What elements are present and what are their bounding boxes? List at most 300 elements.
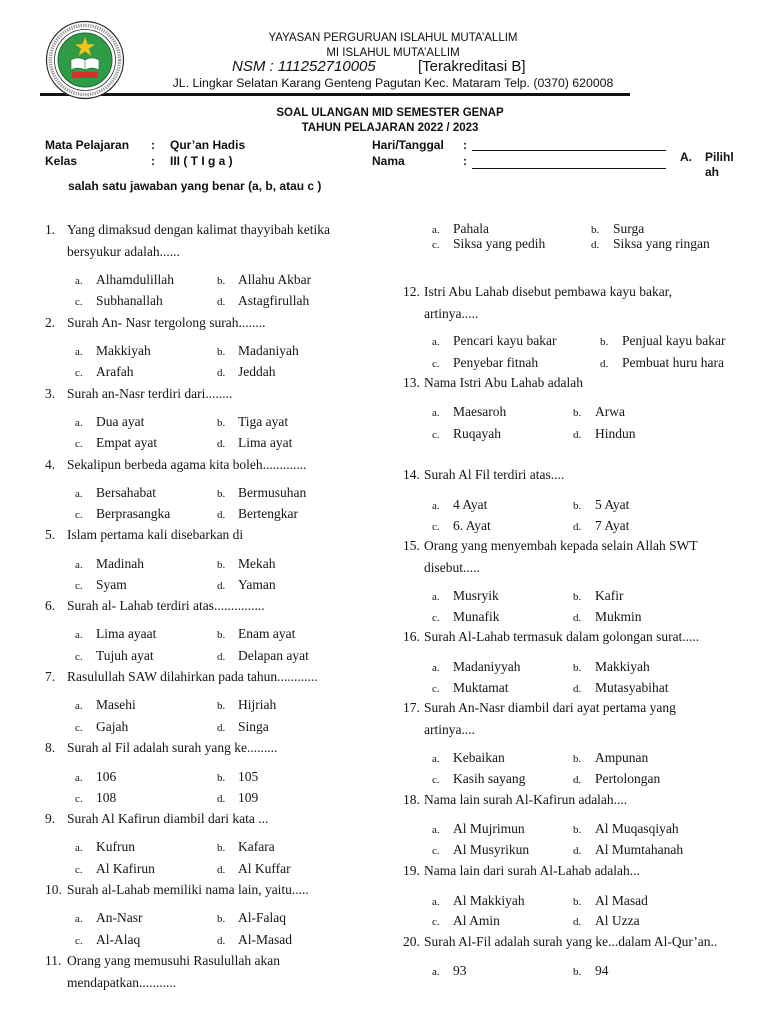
date-label: Hari/Tanggal (372, 138, 444, 152)
question-12-number: 12. (403, 284, 420, 299)
question-2-option-d-text: Jeddah (238, 364, 276, 379)
question-17-option-b-letter: b. (573, 753, 582, 765)
question-5-option-b-text: Mekah (238, 556, 276, 571)
question-16 (403, 626, 699, 648)
question-15-option-c (432, 607, 500, 628)
question-14-option-c-text: 6. Ayat (453, 518, 491, 533)
school-nsm: NSM : 111252710005 (232, 58, 376, 75)
question-9-option-b-letter: b. (217, 842, 226, 854)
question-6-option-b-letter: b. (217, 629, 226, 641)
question-20 (403, 931, 717, 953)
header-divider (40, 93, 630, 96)
question-9-option-a-letter: a. (75, 842, 83, 854)
question-2-option-b-text: Madaniyah (238, 343, 299, 358)
question-3-option-b-letter: b. (217, 417, 226, 429)
question-18-option-c-letter: c. (432, 845, 440, 857)
question-15-option-d-text: Mukmin (595, 609, 642, 624)
question-14-option-a (432, 495, 487, 516)
question-10-option-a-letter: a. (75, 913, 83, 925)
question-1-text: Yang dimaksud dengan kalimat thayyibah ketika bersyukur adalah...... (67, 222, 330, 259)
question-6-option-d-text: Delapan ayat (238, 648, 309, 663)
question-8-option-d (217, 788, 258, 809)
question-12 (403, 281, 714, 325)
question-14-option-c (432, 516, 491, 537)
question-10-option-a (75, 908, 143, 929)
question-18 (403, 789, 627, 811)
question-1-option-a-letter: a. (75, 275, 83, 287)
question-19-option-b-text: Al Masad (595, 893, 648, 908)
question-3-option-d-letter: d. (217, 438, 226, 450)
question-18-option-c-text: Al Musyrikun (453, 842, 530, 857)
question-19-text: Nama lain dari surah Al-Lahab adalah... (424, 863, 640, 878)
question-9-option-d (217, 859, 291, 880)
question-1-option-d (217, 291, 309, 312)
question-13-option-b (573, 402, 625, 423)
question-19-option-a-letter: a. (432, 896, 440, 908)
question-18-option-a-letter: a. (432, 824, 440, 836)
question-17-option-a (432, 748, 505, 769)
question-18-option-d (573, 840, 683, 861)
question-11-option-a-letter: a. (432, 224, 440, 236)
question-1-option-d-text: Astagfirullah (238, 293, 310, 308)
question-19-option-a-text: Al Makkiyah (453, 893, 525, 908)
question-16-option-d-text: Mutasyabihat (595, 680, 669, 695)
question-3-option-c-text: Empat ayat (96, 435, 158, 450)
question-19-option-d-text: Al Uzza (595, 913, 640, 928)
question-3-option-b-text: Tiga ayat (238, 414, 289, 429)
question-17-option-d-text: Pertolongan (595, 771, 661, 786)
question-8-option-d-text: 109 (238, 790, 259, 805)
question-19-option-c-text: Al Amin (453, 913, 500, 928)
question-11-option-d (591, 234, 710, 255)
question-14-option-d-text: 7 Ayat (595, 518, 630, 533)
question-8-option-d-letter: d. (217, 793, 226, 805)
question-9-option-a (75, 837, 135, 858)
question-3-option-a-text: Dua ayat (96, 414, 145, 429)
question-14-text: Surah Al Fil terdiri atas.... (424, 467, 565, 482)
question-16-option-d-letter: d. (573, 683, 582, 695)
question-16-option-a (432, 657, 520, 678)
question-16-option-b (573, 657, 650, 678)
question-4-option-b-letter: b. (217, 488, 226, 500)
question-7-option-a-letter: a. (75, 700, 83, 712)
question-1-option-b-letter: b. (217, 275, 226, 287)
question-2-option-b (217, 341, 299, 362)
question-5-option-c-letter: c. (75, 580, 83, 592)
question-4-option-c-letter: c. (75, 509, 83, 521)
question-3-text: Surah an-Nasr terdiri dari........ (67, 386, 233, 401)
question-19-option-c (432, 911, 500, 932)
question-4-option-b (217, 483, 306, 504)
question-2-option-a (75, 341, 151, 362)
question-2-option-a-text: Makkiyah (96, 343, 151, 358)
instruction-text: salah satu jawaban yang benar (a, b, atau c ) (68, 179, 322, 193)
question-11-option-b-text: Surga (613, 221, 645, 236)
academic-year: TAHUN PELAJARAN 2022 / 2023 (301, 122, 479, 134)
question-5-option-b-letter: b. (217, 559, 226, 571)
question-6-option-b (217, 624, 295, 645)
question-7-option-d-letter: d. (217, 722, 226, 734)
question-18-option-b-letter: b. (573, 824, 582, 836)
question-6-option-a-letter: a. (75, 629, 83, 641)
question-1-option-c-letter: c. (75, 296, 83, 308)
date-colon: : (463, 138, 467, 152)
question-8 (45, 737, 277, 759)
question-20-option-b (573, 961, 609, 982)
question-5 (45, 524, 243, 546)
question-16-text: Surah Al-Lahab termasuk dalam golongan surat..... (424, 629, 700, 644)
question-15-text: Orang yang menyembah kepada selain Allah SWT disebut..... (424, 538, 698, 575)
question-17-option-b-text: Ampunan (595, 750, 649, 765)
question-13-text: Nama Istri Abu Lahab adalah (424, 375, 583, 390)
question-13-option-d-text: Hindun (595, 426, 636, 441)
question-5-option-d-letter: d. (217, 580, 226, 592)
subject-value: Qur’an Hadis (170, 138, 246, 152)
question-19-option-c-letter: c. (432, 916, 440, 928)
class-colon: : (151, 154, 155, 168)
question-10-option-c (75, 930, 140, 951)
question-20-option-b-text: 94 (595, 963, 609, 978)
question-11-option-d-text: Siksa yang ringan (613, 236, 710, 251)
question-10-text: Surah al-Lahab memiliki nama lain, yaitu..... (67, 882, 309, 897)
question-12-option-d-text: Pembuat huru hara (622, 355, 724, 370)
question-10-option-b-letter: b. (217, 913, 226, 925)
question-12-option-b (600, 331, 725, 352)
instruction-word-part1: Pilihl (705, 150, 734, 164)
question-10-option-c-letter: c. (75, 935, 83, 947)
question-17-option-b (573, 748, 648, 769)
school-logo (45, 20, 125, 100)
question-15-option-d-letter: d. (573, 612, 582, 624)
question-1-number: 1. (45, 222, 56, 237)
question-15-option-c-text: Munafik (453, 609, 500, 624)
question-10-option-b (217, 908, 286, 929)
question-4-text: Sekalipun berbeda agama kita boleh............. (67, 457, 307, 472)
question-16-option-a-text: Madaniyyah (453, 659, 521, 674)
question-3-option-d-text: Lima ayat (238, 435, 293, 450)
question-2-number: 2. (45, 315, 56, 330)
question-12-option-a-letter: a. (432, 336, 440, 348)
question-17-option-a-text: Kebaikan (453, 750, 505, 765)
question-11-option-c-text: Siksa yang pedih (453, 236, 546, 251)
question-8-option-b (217, 767, 258, 788)
question-9-option-b (217, 837, 275, 858)
question-4-option-c-text: Berprasangka (96, 506, 171, 521)
question-2-option-d (217, 362, 276, 383)
question-4-option-a (75, 483, 156, 504)
question-10-option-d (217, 930, 292, 951)
question-6-option-d-letter: d. (217, 651, 226, 663)
question-2-option-b-letter: b. (217, 346, 226, 358)
question-7-option-b-letter: b. (217, 700, 226, 712)
question-1-option-b-text: Allahu Akbar (238, 272, 312, 287)
question-13-number: 13. (403, 375, 420, 390)
question-13-option-d-letter: d. (573, 429, 582, 441)
question-20-option-a-text: 93 (453, 963, 467, 978)
question-17-option-d-letter: d. (573, 774, 582, 786)
question-4 (45, 454, 307, 476)
question-9-text: Surah Al Kafirun diambil dari kata ... (67, 811, 269, 826)
question-16-option-d (573, 678, 669, 699)
question-14-option-b (573, 495, 629, 516)
question-7-option-a-text: Masehi (96, 697, 136, 712)
question-4-option-b-text: Bermusuhan (238, 485, 307, 500)
question-18-option-a (432, 819, 525, 840)
question-5-option-c-text: Syam (96, 577, 127, 592)
question-14-option-c-letter: c. (432, 521, 440, 533)
question-9-option-c-text: Al Kafirun (96, 861, 155, 876)
question-9-option-a-text: Kufrun (96, 839, 135, 854)
question-12-option-c-text: Penyebar fitnah (453, 355, 539, 370)
question-8-option-a (75, 767, 116, 788)
question-1-option-b (217, 270, 311, 291)
question-12-option-c (432, 353, 538, 374)
question-15-number: 15. (403, 538, 420, 553)
question-2-option-a-letter: a. (75, 346, 83, 358)
question-5-option-c (75, 575, 127, 596)
question-10-option-a-text: An-Nasr (96, 910, 143, 925)
question-20-option-a (432, 961, 467, 982)
question-6-number: 6. (45, 598, 56, 613)
instruction-word-part2: ah (705, 165, 720, 179)
question-3-option-c-letter: c. (75, 438, 83, 450)
question-15-option-d (573, 607, 642, 628)
question-1-option-a-text: Alhamdulillah (96, 272, 174, 287)
question-18-option-d-letter: d. (573, 845, 582, 857)
question-16-option-b-letter: b. (573, 662, 582, 674)
question-15-option-b-text: Kafir (595, 588, 624, 603)
question-7-option-c (75, 717, 128, 738)
question-7-option-b (217, 695, 276, 716)
question-5-number: 5. (45, 527, 56, 542)
question-13-option-b-text: Arwa (595, 404, 625, 419)
question-1-option-c (75, 291, 163, 312)
question-13-option-b-letter: b. (573, 407, 582, 419)
question-6-option-c (75, 646, 154, 667)
question-13-option-a-text: Maesaroh (453, 404, 507, 419)
question-7-number: 7. (45, 669, 56, 684)
question-3-number: 3. (45, 386, 56, 401)
question-14 (403, 464, 564, 486)
question-5-option-a-text: Madinah (96, 556, 144, 571)
question-15-option-a (432, 586, 499, 607)
question-10-option-d-text: Al-Masad (238, 932, 292, 947)
question-18-option-a-text: Al Mujrimun (453, 821, 525, 836)
question-6-option-b-text: Enam ayat (238, 626, 296, 641)
question-18-option-d-text: Al Mumtahanah (595, 842, 684, 857)
question-6-option-d (217, 646, 309, 667)
question-19-option-d (573, 911, 640, 932)
question-19 (403, 860, 640, 882)
question-17-number: 17. (403, 700, 420, 715)
question-5-option-d (217, 575, 276, 596)
question-13-option-c-text: Ruqayah (453, 426, 501, 441)
question-11-number: 11. (45, 953, 62, 968)
question-17-option-c-text: Kasih sayang (453, 771, 526, 786)
question-16-option-c-letter: c. (432, 683, 440, 695)
question-9 (45, 808, 268, 830)
question-6-option-a (75, 624, 156, 645)
question-17-text: Surah An-Nasr diambil dari ayat pertama yang artinya.... (424, 700, 676, 737)
question-13-option-a-letter: a. (432, 407, 440, 419)
question-2-option-c (75, 362, 133, 383)
question-6-option-a-text: Lima ayaat (96, 626, 157, 641)
question-10 (45, 879, 309, 901)
question-5-text: Islam pertama kali disebarkan di (67, 527, 244, 542)
question-9-option-c (75, 859, 155, 880)
question-1-option-d-letter: d. (217, 296, 226, 308)
question-20-option-a-letter: a. (432, 966, 440, 978)
question-7-option-d-text: Singa (238, 719, 269, 734)
question-14-option-d (573, 516, 629, 537)
logo-ribbon (72, 72, 98, 78)
question-16-option-a-letter: a. (432, 662, 440, 674)
question-6-option-c-text: Tujuh ayat (96, 648, 154, 663)
question-7-option-b-text: Hijriah (238, 697, 277, 712)
question-8-option-c (75, 788, 116, 809)
question-15 (403, 535, 714, 579)
question-19-option-a (432, 891, 525, 912)
question-19-option-b (573, 891, 648, 912)
question-13-option-d (573, 424, 636, 445)
question-3-option-d (217, 433, 292, 454)
question-18-text: Nama lain surah Al-Kafirun adalah.... (424, 792, 628, 807)
question-14-option-a-text: 4 Ayat (453, 497, 488, 512)
question-17 (403, 697, 714, 741)
question-12-option-a (432, 331, 556, 352)
question-18-option-c (432, 840, 529, 861)
question-4-option-d (217, 504, 298, 525)
name-colon: : (463, 154, 467, 168)
question-10-option-c-text: Al-Alaq (96, 932, 141, 947)
subject-colon: : (151, 138, 155, 152)
question-9-number: 9. (45, 811, 56, 826)
class-label: Kelas (45, 154, 78, 168)
question-3-option-b (217, 412, 288, 433)
section-letter: A. (680, 150, 692, 164)
question-3-option-a-letter: a. (75, 417, 83, 429)
question-1-option-a (75, 270, 174, 291)
question-12-option-a-text: Pencari kayu bakar (453, 333, 557, 348)
question-2-option-d-letter: d. (217, 367, 226, 379)
question-12-text: Istri Abu Lahab disebut pembawa kayu bakar, artinya..... (424, 284, 673, 321)
question-18-number: 18. (403, 792, 420, 807)
question-5-option-b (217, 554, 276, 575)
question-14-option-b-letter: b. (573, 500, 582, 512)
question-5-option-d-text: Yaman (238, 577, 276, 592)
question-7 (45, 666, 318, 688)
question-12-option-c-letter: c. (432, 358, 440, 370)
name-label: Nama (372, 154, 405, 168)
accreditation-status: [Terakreditasi B] (418, 58, 526, 75)
question-15-option-a-letter: a. (432, 591, 440, 603)
class-value: III ( T I g a ) (170, 154, 233, 168)
question-18-option-b (573, 819, 679, 840)
question-6-text: Surah al- Lahab terdiri atas............... (67, 598, 265, 613)
question-11-option-b-letter: b. (591, 224, 600, 236)
question-7-option-a (75, 695, 136, 716)
question-20-text: Surah Al-Fil adalah surah yang ke...dalam Al-Qur’an.. (424, 934, 718, 949)
question-6-option-c-letter: c. (75, 651, 83, 663)
question-2 (45, 312, 265, 334)
question-4-option-d-text: Bertengkar (238, 506, 298, 521)
question-15-option-b-letter: b. (573, 591, 582, 603)
question-7-option-c-text: Gajah (96, 719, 129, 734)
question-11-option-c (432, 234, 545, 255)
question-20-number: 20. (403, 934, 420, 949)
question-9-option-d-letter: d. (217, 864, 226, 876)
question-16-option-c-text: Muktamat (453, 680, 509, 695)
date-blank-line (472, 150, 666, 151)
question-10-option-d-letter: d. (217, 935, 226, 947)
question-16-number: 16. (403, 629, 420, 644)
question-4-option-a-text: Bersahabat (96, 485, 156, 500)
question-19-number: 19. (403, 863, 420, 878)
question-17-option-c (432, 769, 525, 790)
question-14-option-a-letter: a. (432, 500, 440, 512)
question-15-option-b (573, 586, 623, 607)
question-16-option-b-text: Makkiyah (595, 659, 650, 674)
question-9-option-c-letter: c. (75, 864, 83, 876)
question-4-number: 4. (45, 457, 56, 472)
question-2-option-c-text: Arafah (96, 364, 134, 379)
question-18-option-b-text: Al Muqasqiyah (595, 821, 679, 836)
question-10-option-b-text: Al-Falaq (238, 910, 286, 925)
question-11 (45, 950, 357, 994)
question-11-text: Orang yang memusuhi Rasulullah akan mendapatkan........... (67, 953, 280, 990)
question-3-option-c (75, 433, 157, 454)
question-9-option-b-text: Kafara (238, 839, 275, 854)
question-15-option-a-text: Musryik (453, 588, 499, 603)
question-9-option-d-text: Al Kuffar (238, 861, 291, 876)
question-10-number: 10. (45, 882, 62, 897)
question-3 (45, 383, 232, 405)
question-17-option-a-letter: a. (432, 753, 440, 765)
question-8-number: 8. (45, 740, 56, 755)
question-7-option-c-letter: c. (75, 722, 83, 734)
question-17-option-d (573, 769, 660, 790)
question-12-option-b-letter: b. (600, 336, 609, 348)
school-address: JL. Lingkar Selatan Karang Genteng Pagutan Kec. Mataram Telp. (0370) 620008 (172, 76, 614, 90)
question-13-option-c (432, 424, 501, 445)
question-19-option-b-letter: b. (573, 896, 582, 908)
question-13 (403, 372, 583, 394)
question-11-option-c-letter: c. (432, 239, 440, 251)
question-17-option-c-letter: c. (432, 774, 440, 786)
question-6 (45, 595, 265, 617)
question-8-option-b-letter: b. (217, 772, 226, 784)
question-16-option-c (432, 678, 509, 699)
question-7-text: Rasulullah SAW dilahirkan pada tahun............ (67, 669, 318, 684)
question-12-option-d (600, 353, 724, 374)
school-name: MI ISLAHUL MUTA’ALLIM (326, 47, 460, 59)
question-8-option-c-text: 108 (96, 790, 117, 805)
question-12-option-d-letter: d. (600, 358, 609, 370)
question-3-option-a (75, 412, 144, 433)
question-19-option-d-letter: d. (573, 916, 582, 928)
question-8-option-a-text: 106 (96, 769, 117, 784)
name-blank-line (472, 168, 666, 169)
question-8-option-b-text: 105 (238, 769, 259, 784)
question-4-option-d-letter: d. (217, 509, 226, 521)
question-5-option-a (75, 554, 144, 575)
foundation-name: YAYASAN PERGURUAN ISLAHUL MUTA’ALLIM (268, 32, 518, 44)
question-13-option-a (432, 402, 506, 423)
subject-label: Mata Pelajaran (45, 138, 130, 152)
question-11-option-a-text: Pahala (453, 221, 489, 236)
question-20-option-b-letter: b. (573, 966, 582, 978)
question-1 (45, 219, 357, 263)
